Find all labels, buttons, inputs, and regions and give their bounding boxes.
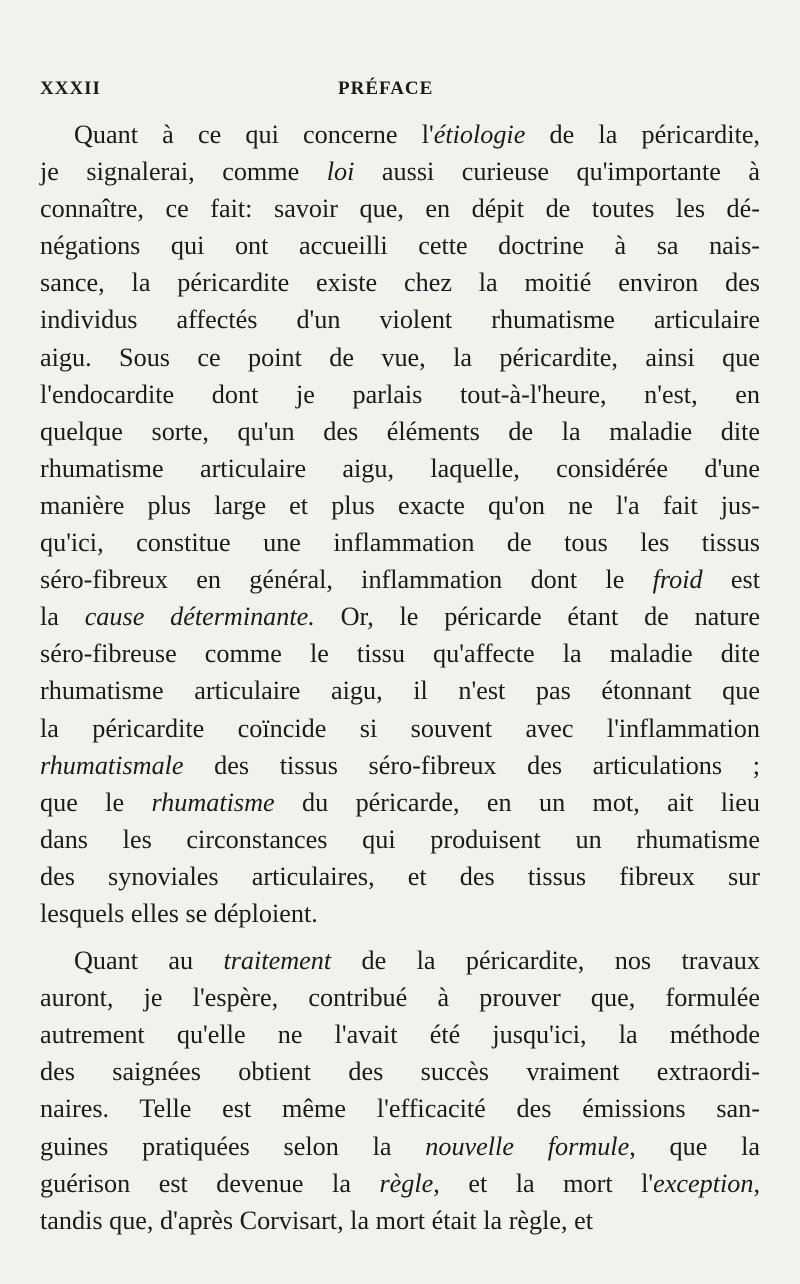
text-run: la péricardite coïncide si souvent avec l'inflammation (40, 713, 760, 743)
page-header (40, 78, 760, 108)
italic-text-run: froid (652, 565, 703, 595)
text-line (40, 1090, 760, 1127)
text-line (40, 979, 760, 1016)
text-line (40, 1053, 760, 1090)
italic-text-run: traitement (223, 946, 332, 976)
text-line (40, 153, 760, 190)
paragraph (40, 942, 760, 1239)
text-run: la (40, 602, 85, 632)
text-run: dans les circonstances qui produisent un rhumatisme (40, 824, 760, 854)
text-line (40, 116, 760, 153)
text-run: aussi curieuse qu'importante à (354, 157, 760, 187)
italic-text-run: cause déterminante. (84, 602, 315, 632)
text-line (40, 1165, 760, 1202)
text-run: séro-fibreux en général, inflammation dont le (40, 565, 653, 595)
paragraph (40, 116, 760, 932)
text-run: guines pratiquées selon la (40, 1131, 426, 1161)
text-run: lesquels elles se déploient. (40, 898, 318, 928)
text-line (40, 450, 760, 487)
italic-text-run: loi (326, 157, 355, 187)
text-line (40, 301, 760, 338)
italic-text-run: règle (379, 1168, 434, 1198)
text-run: est (702, 565, 760, 595)
text-run: guérison est devenue la (40, 1168, 380, 1198)
text-run: sance, la péricardite existe chez la moitié environ des (40, 268, 760, 298)
text-run: aigu. Sous ce point de vue, la péricardite, ainsi que (40, 342, 760, 372)
italic-text-run: rhumatisme (151, 787, 275, 817)
text-line (40, 1128, 760, 1165)
text-run: Or, le péricarde étant de nature (314, 602, 760, 632)
text-run: du péricarde, en un mot, ait lieu (274, 787, 760, 817)
text-line (40, 264, 760, 301)
text-line (40, 524, 760, 561)
text-run: individus affectés d'un violent rhumatisme articulaire (40, 305, 760, 335)
text-line (40, 635, 760, 672)
text-line (40, 710, 760, 747)
text-run: négations qui ont accueilli cette doctrine à sa nais- (40, 231, 760, 261)
text-run: naires. Telle est même l'efficacité des émissions san- (40, 1094, 760, 1124)
text-run: rhumatisme articulaire aigu, il n'est pas étonnant que (40, 676, 760, 706)
text-run: manière plus large et plus exacte qu'on ne l'a fait jus- (40, 490, 760, 520)
text-line (40, 376, 760, 413)
text-line (40, 598, 760, 635)
text-run: , que la (629, 1131, 760, 1161)
text-line (40, 190, 760, 227)
text-run: que le (40, 787, 152, 817)
text-line (40, 413, 760, 450)
page-number: XXXII (40, 78, 101, 99)
text-line (40, 339, 760, 376)
text-line (40, 821, 760, 858)
body-text (40, 116, 760, 1239)
text-run: connaître, ce fait: savoir que, en dépit de toutes les dé- (40, 194, 760, 224)
text-run: autrement qu'elle ne l'avait été jusqu'ici, la méthode (40, 1020, 760, 1050)
running-title: PRÉFACE (338, 78, 434, 99)
text-line (40, 672, 760, 709)
italic-text-run: rhumatismale (40, 750, 184, 780)
text-line (40, 227, 760, 264)
text-run: des synoviales articulaires, et des tissus fibreux sur (40, 861, 760, 891)
text-run: tandis que, d'après Corvisart, la mort était la règle, et (40, 1205, 594, 1235)
text-run: , (753, 1168, 760, 1198)
text-run: des saignées obtient des succès vraiment extraordi- (40, 1057, 760, 1087)
text-run: des tissus séro-fibreux des articulations ; (183, 750, 760, 780)
italic-text-run: étiologie (433, 120, 526, 149)
text-run: rhumatisme articulaire aigu, laquelle, considérée d'une (40, 453, 760, 483)
text-run: l'endocardite dont je parlais tout-à-l'heure, n'est, en (40, 379, 760, 409)
text-run: , et la mort l' (433, 1168, 654, 1198)
text-line (40, 747, 760, 784)
italic-text-run: exception (653, 1168, 754, 1198)
text-run: de la péricardite, nos travaux (331, 946, 760, 976)
text-run: quelque sorte, qu'un des éléments de la maladie dite (40, 416, 760, 446)
text-line (40, 784, 760, 821)
text-run: de la péricardite, (525, 120, 760, 149)
italic-text-run: nouvelle formule (425, 1131, 630, 1161)
text-line (40, 1202, 760, 1239)
text-run: Quant au (74, 946, 224, 976)
text-line (40, 561, 760, 598)
text-line (40, 858, 760, 895)
text-run: séro-fibreuse comme le tissu qu'affecte la maladie dite (40, 639, 760, 669)
text-run: Quant à ce qui concerne l' (74, 120, 434, 149)
text-line (40, 895, 760, 932)
text-line (40, 942, 760, 979)
text-line (40, 1016, 760, 1053)
text-run: qu'ici, constitue une inflammation de tous les tissus (40, 528, 760, 558)
text-run: auront, je l'espère, contribué à prouver que, formulée (40, 983, 760, 1013)
text-line (40, 487, 760, 524)
text-run: je signalerai, comme (40, 157, 327, 187)
